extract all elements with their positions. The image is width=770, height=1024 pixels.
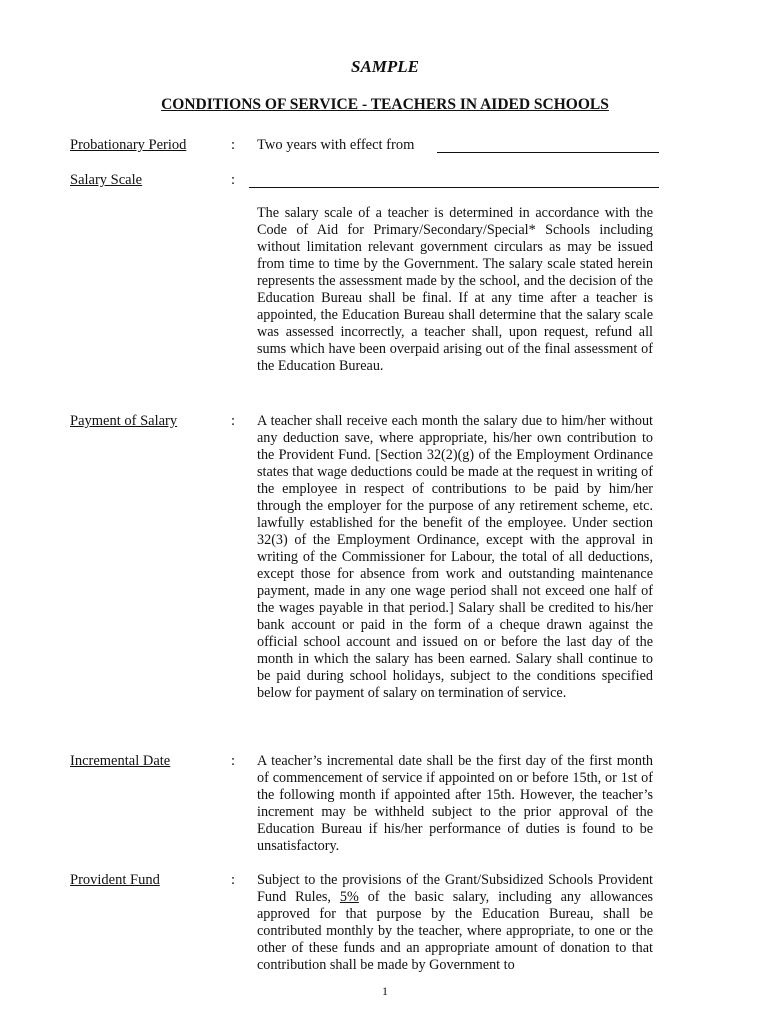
probationary-period-label: Probationary Period <box>70 137 187 153</box>
provident-fund-text <box>257 872 653 974</box>
document-title: CONDITIONS OF SERVICE - TEACHERS IN AIDED SCHOOLS <box>161 96 609 113</box>
colon: : <box>231 172 236 188</box>
salary-scale-label: Salary Scale <box>70 172 143 188</box>
payment-of-salary-label: Payment of Salary <box>70 413 178 429</box>
provident-fund-percent: 5% <box>339 889 359 905</box>
colon: : <box>231 872 236 888</box>
provident-fund-label: Provident Fund <box>70 872 160 888</box>
salary-scale-blank[interactable] <box>249 187 659 188</box>
payment-of-salary-text: A teacher shall receive each month the salary due to him/her without any deduction save, where appropriate, his/her own contribution to the Provident Fund. [Section 32(2)(g) of the Employment Ordinance states that wage deductions could be made at the request in writing of the employee in respect of contributions to be paid by him/her through the employer for the purpose of any retirement scheme, etc. lawfully established for the benefit of the employee. Under section 32(3) of the Employment Ordinance, except with the approval in writing of the Commissioner for Labour, the total of all deductions, except those for absence from work and outstanding maintenance payment, made in any one wage period shall not exceed one half of the wages payable in that period.] Salary shall be credited to his/her bank account or paid in the form of a cheque drawn against the official school account and issued on or before the last day of the month in which the salary has been earned. Salary shall continue to be paid during school holidays, subject to the conditions specified below for payment of salary on termination of service. <box>257 413 653 701</box>
probationary-period-text: Two years with effect from <box>257 137 415 153</box>
provident-fund-text-after: of the basic salary, including any allowances approved for that purpose by the Education Bureau, shall be contributed monthly by the teacher, where appropriate, to one or the other of these funds and an appropriate amount of donation to that contribution shall be made by Government to <box>257 889 654 973</box>
colon: : <box>231 137 236 153</box>
sample-heading: SAMPLE <box>350 57 420 76</box>
provident-fund-text-before: Subject to the provisions of the Grant/Subsidized Schools Provident Fund Rules, <box>257 872 653 905</box>
probationary-date-blank[interactable] <box>437 152 659 153</box>
colon: : <box>231 753 236 769</box>
incremental-date-label: Incremental Date <box>70 753 171 769</box>
salary-scale-text: The salary scale of a teacher is determined in accordance with the Code of Aid for Primary/Secondary/Special* Schools including without limitation relevant government circulars as may be issued from time to time by the Government. The salary scale stated herein represents the assessment made by the school, and the decision of the Education Bureau shall be final. If at any time after a teacher is appointed, the Education Bureau shall determine that the salary scale was assessed incorrectly, a teacher shall, upon request, refund all sums which have been overpaid arising out of the final assessment of the Education Bureau. <box>257 205 653 374</box>
incremental-date-text: A teacher’s incremental date shall be the first day of the first month of commencement of service if appointed on or before 15th, or 1st of the following month if appointed after 15th. However, the teacher’s increment may be withheld subject to the prior approval of the Education Bureau if his/her performance of duties is found to be unsatisfactory. <box>257 753 653 854</box>
colon: : <box>231 413 236 429</box>
page-number: 1 <box>382 984 388 998</box>
